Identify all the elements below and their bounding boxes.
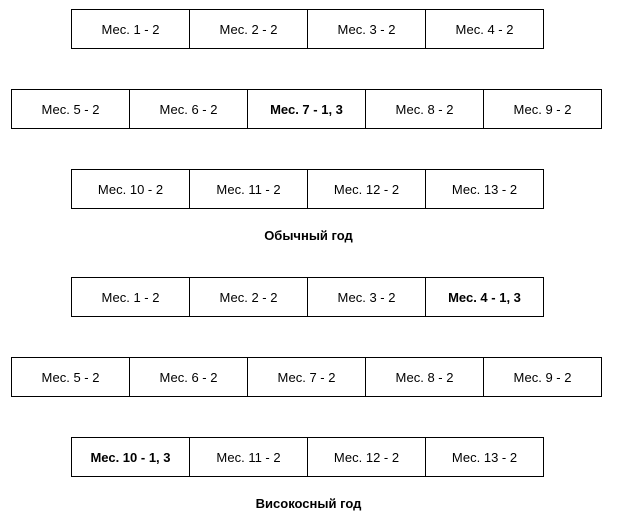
month-cell: Мес. 8 - 2	[365, 357, 484, 397]
month-cell: Мес. 2 - 2	[189, 9, 308, 49]
month-cell: Мес. 8 - 2	[365, 89, 484, 129]
month-cell: Мес. 10 - 2	[71, 169, 190, 209]
leap-year-row-2	[11, 357, 602, 397]
month-cell: Мес. 11 - 2	[189, 437, 308, 477]
leap-year-caption: Високосный год	[255, 496, 362, 511]
month-cell: Мес. 6 - 2	[129, 357, 248, 397]
month-cell-highlighted: Мес. 7 - 1, 3	[247, 89, 366, 129]
leap-year-row-1	[71, 277, 544, 317]
month-cell: Мес. 2 - 2	[189, 277, 308, 317]
month-cell: Мес. 4 - 2	[425, 9, 544, 49]
month-cell: Мес. 5 - 2	[11, 357, 130, 397]
month-cell: Мес. 13 - 2	[425, 169, 544, 209]
month-cell: Мес. 6 - 2	[129, 89, 248, 129]
month-cell: Мес. 9 - 2	[483, 89, 602, 129]
month-cell: Мес. 1 - 2	[71, 277, 190, 317]
month-cell: Мес. 12 - 2	[307, 437, 426, 477]
month-cell: Мес. 11 - 2	[189, 169, 308, 209]
regular-year-caption: Обычный год	[264, 228, 353, 243]
month-cell-highlighted: Мес. 10 - 1, 3	[71, 437, 190, 477]
month-cell-highlighted: Мес. 4 - 1, 3	[425, 277, 544, 317]
regular-year-row-1	[71, 9, 544, 49]
regular-year-row-3	[71, 169, 544, 209]
month-cell: Мес. 3 - 2	[307, 277, 426, 317]
month-cell: Мес. 7 - 2	[247, 357, 366, 397]
month-cell: Мес. 3 - 2	[307, 9, 426, 49]
month-cell: Мес. 12 - 2	[307, 169, 426, 209]
month-cell: Мес. 1 - 2	[71, 9, 190, 49]
regular-year-row-2	[11, 89, 602, 129]
month-cell: Мес. 13 - 2	[425, 437, 544, 477]
month-cell: Мес. 9 - 2	[483, 357, 602, 397]
month-cell: Мес. 5 - 2	[11, 89, 130, 129]
leap-year-row-3	[71, 437, 544, 477]
